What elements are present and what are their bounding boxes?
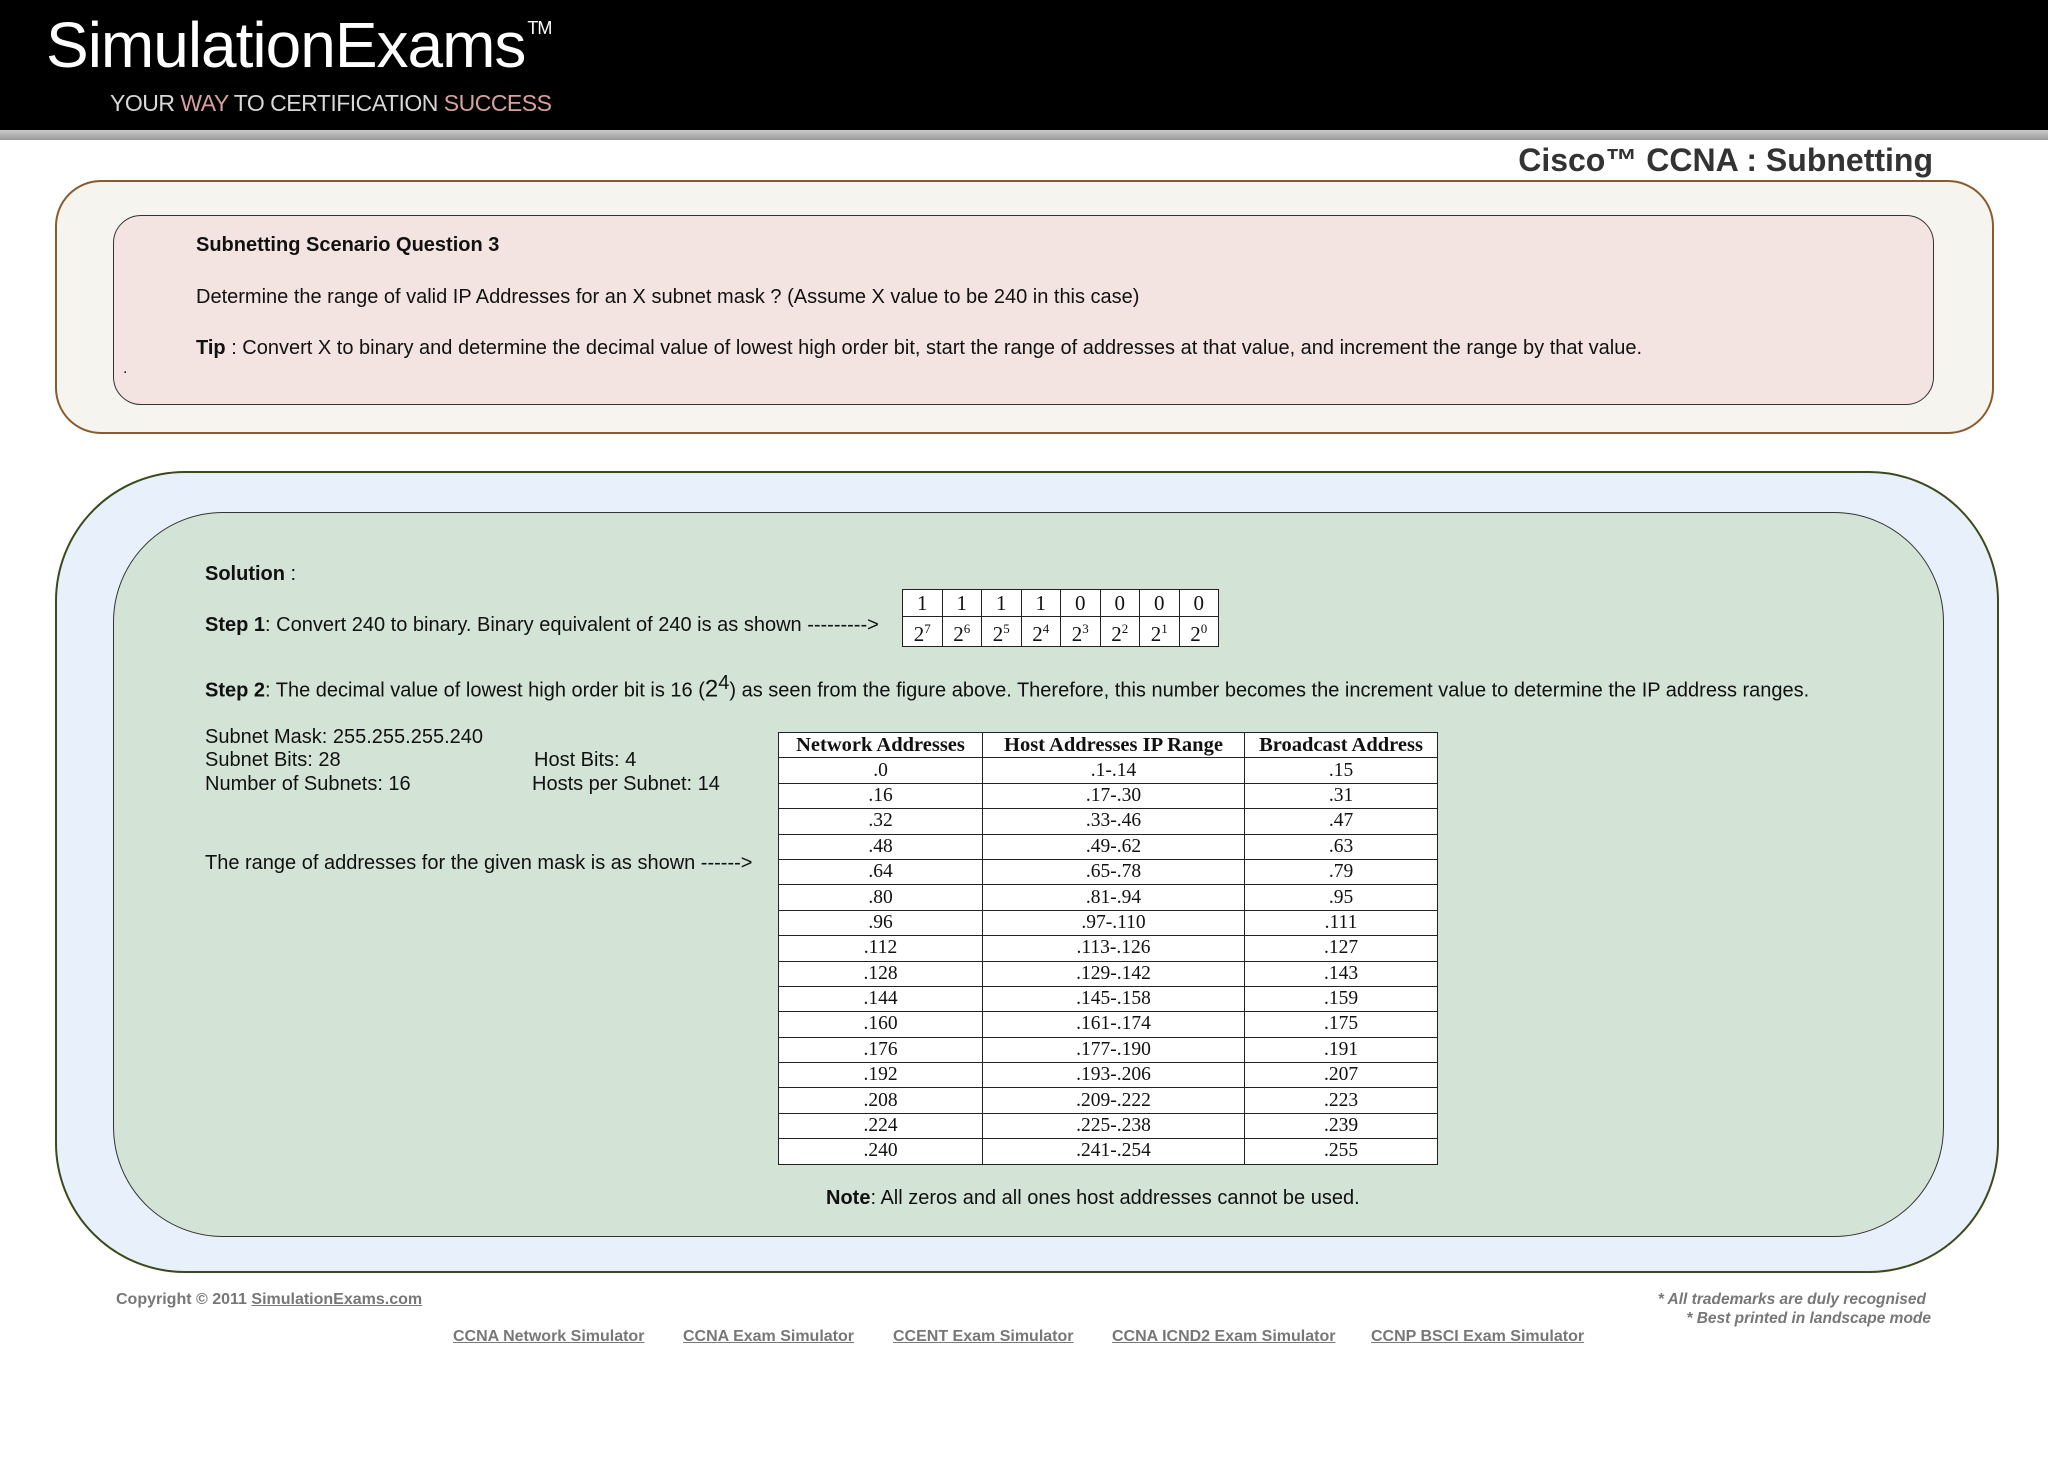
broadcast-address-cell: .223 [1245,1088,1438,1113]
solution-heading [205,563,296,586]
host-range-cell: .49-.62 [983,834,1245,859]
footer-link-ccnp-bsci-exam-simulator[interactable]: CCNP BSCI Exam Simulator [1371,1328,1585,1345]
power-base: 2 [992,622,1004,646]
binary-bit: 1 [903,590,943,617]
subnet-range-table [778,732,1438,1165]
broadcast-address-cell: .15 [1245,758,1438,783]
table-row [779,885,1438,910]
tip-label: Tip [196,337,226,359]
note-line [826,1187,1360,1210]
power-base: 2 [953,622,964,646]
network-address-cell: .32 [779,809,983,834]
logo-trademark: TM [527,18,552,38]
power-exponent: 0 [1200,621,1208,636]
power-base: 2 [1111,622,1122,646]
header-divider [0,130,2048,140]
solution-heading-suffix: : [284,563,297,585]
host-range-cell: .113-.126 [983,936,1245,961]
tagline-part: YOUR [110,90,181,116]
logo-tagline [110,90,551,117]
host-bits: Host Bits: 4 [534,749,637,771]
step1-text: : Convert 240 to binary. Binary equivalent of 240 is as shown ---------> [265,614,879,636]
table-row [779,986,1438,1011]
host-range-cell: .241-.254 [983,1139,1245,1164]
table-row [779,1139,1438,1164]
broadcast-address-cell: .159 [1245,986,1438,1011]
host-range-cell: .33-.46 [983,809,1245,834]
network-address-cell: .176 [779,1037,983,1062]
binary-powers-row [903,617,1219,647]
power-exponent: 6 [963,621,971,636]
power-cell [1061,617,1101,647]
question-text: Determine the range of valid IP Addresses for an X subnet mask ? (Assume X value to be 240 in this case) [196,286,1140,308]
step2-line [205,672,1809,704]
table-row [779,809,1438,834]
binary-bit: 1 [1021,590,1061,617]
broadcast-address-cell: .79 [1245,859,1438,884]
question-heading: Subnetting Scenario Question 3 [196,234,500,256]
binary-bit: 0 [1100,590,1140,617]
table-row [779,1012,1438,1037]
network-address-cell: .0 [779,758,983,783]
power-base: 2 [1032,622,1043,646]
power-exponent: 3 [1082,621,1089,636]
network-address-cell: .128 [779,961,983,986]
header-bar [0,0,2048,130]
step2-power-exponent: 4 [718,672,730,694]
host-range-cell: .97-.110 [983,910,1245,935]
power-base: 2 [1150,622,1162,646]
broadcast-address-cell: .95 [1245,885,1438,910]
power-cell [1021,617,1061,647]
tagline-part: TO CERTIFICATION [228,90,444,116]
power-exponent: 2 [1121,621,1129,636]
step2-text: : The decimal value of lowest high order bit is 16 ( [265,679,705,702]
power-exponent: 5 [1003,621,1010,636]
table-row [779,783,1438,808]
column-header-host-range: Host Addresses IP Range [983,733,1245,758]
column-header-network: Network Addresses [779,733,983,758]
tagline-accent: SUCCESS [443,90,552,116]
network-address-cell: .96 [779,910,983,935]
broadcast-address-cell: .255 [1245,1139,1438,1164]
hosts-per-subnet: Hosts per Subnet: 14 [532,773,720,795]
power-base: 2 [1190,622,1201,646]
network-address-cell: .16 [779,783,983,808]
broadcast-address-cell: .31 [1245,783,1438,808]
network-address-cell: .80 [779,885,983,910]
host-range-cell: .1-.14 [983,758,1245,783]
logo-text: SimulationExams [46,9,526,81]
tip-text: : Convert X to binary and determine the decimal value of lowest high order bit, start the range of addresses at that value, and increment the range by that value. [225,337,1643,359]
network-address-cell: .64 [779,859,983,884]
host-range-cell: .177-.190 [983,1037,1245,1062]
power-exponent: 7 [924,621,931,636]
broadcast-address-cell: .127 [1245,936,1438,961]
power-cell [942,617,982,647]
power-cell [903,617,943,647]
power-base: 2 [1071,622,1083,646]
broadcast-address-cell: .207 [1245,1063,1438,1088]
range-text: The range of addresses for the given mask is as shown ------> [205,852,753,874]
binary-bit: 0 [1140,590,1180,617]
broadcast-address-cell: .143 [1245,961,1438,986]
broadcast-address-cell: .47 [1245,809,1438,834]
network-address-cell: .240 [779,1139,983,1164]
table-row [779,834,1438,859]
table-row [779,910,1438,935]
binary-bit: 1 [942,590,982,617]
footer-link-ccna-network-simulator[interactable]: CCNA Network Simulator [453,1328,645,1345]
step2-text: ) as seen from the figure above. Therefore, this number becomes the increment value to determine the IP address ranges. [729,679,1810,702]
table-row [779,1037,1438,1062]
host-range-cell: .161-.174 [983,1012,1245,1037]
broadcast-address-cell: .175 [1245,1012,1438,1037]
table-header-row [779,733,1438,758]
binary-bit: 0 [1179,590,1219,617]
step1-label: Step 1 [205,614,266,636]
host-range-cell: .65-.78 [983,859,1245,884]
step1-line [205,614,879,637]
network-address-cell: .192 [779,1063,983,1088]
number-of-subnets: Number of Subnets: 16 [205,773,411,795]
tagline-accent: WAY [180,90,229,116]
trademark-note: * All trademarks are duly recognised [1657,1291,1926,1308]
binary-bit: 1 [982,590,1022,617]
power-base: 2 [913,622,925,646]
column-header-broadcast: Broadcast Address [1245,733,1438,758]
footer-link-ccent-exam-simulator[interactable]: CCENT Exam Simulator [893,1328,1074,1345]
power-exponent: 4 [1042,621,1050,636]
copyright [116,1291,422,1309]
power-cell [1179,617,1219,647]
stray-dot: . [123,360,128,377]
binary-bit: 0 [1061,590,1101,617]
note-text: : All zeros and all ones host addresses cannot be used. [870,1187,1360,1209]
network-address-cell: .160 [779,1012,983,1037]
network-address-cell: .224 [779,1113,983,1138]
broadcast-address-cell: .191 [1245,1037,1438,1062]
table-row [779,1113,1438,1138]
binary-bits-row [903,590,1219,617]
host-range-cell: .129-.142 [983,961,1245,986]
table-row [779,1088,1438,1113]
table-row [779,1063,1438,1088]
footer-link-ccna-icnd2-exam-simulator[interactable]: CCNA ICND2 Exam Simulator [1112,1328,1336,1345]
subnet-mask: Subnet Mask: 255.255.255.240 [205,726,483,748]
network-address-cell: .144 [779,986,983,1011]
network-address-cell: .112 [779,936,983,961]
subnet-bits: Subnet Bits: 28 [205,749,341,771]
table-row [779,936,1438,961]
table-row [779,961,1438,986]
note-label: Note [826,1187,871,1209]
host-range-cell: .225-.238 [983,1113,1245,1138]
broadcast-address-cell: .239 [1245,1113,1438,1138]
site-logo[interactable] [46,8,551,82]
host-range-cell: .209-.222 [983,1088,1245,1113]
solution-heading-label: Solution [205,563,285,585]
power-cell [1140,617,1180,647]
page-title: Cisco™ CCNA : Subnetting [1518,142,1933,178]
copyright-link[interactable]: SimulationExams.com [251,1291,423,1308]
step2-power-base: 2 [704,675,719,703]
network-address-cell: .48 [779,834,983,859]
host-range-cell: .193-.206 [983,1063,1245,1088]
step2-label: Step 2 [205,679,266,702]
broadcast-address-cell: .111 [1245,910,1438,935]
footer-link-ccna-exam-simulator[interactable]: CCNA Exam Simulator [683,1328,854,1345]
host-range-cell: .17-.30 [983,783,1245,808]
binary-conversion-table [902,589,1219,647]
network-address-cell: .208 [779,1088,983,1113]
tip-line [196,337,1642,360]
power-exponent: 1 [1161,621,1168,636]
print-note: * Best printed in landscape mode [1686,1310,1931,1327]
host-range-cell: .81-.94 [983,885,1245,910]
power-cell [1100,617,1140,647]
table-row [779,758,1438,783]
broadcast-address-cell: .63 [1245,834,1438,859]
host-range-cell: .145-.158 [983,986,1245,1011]
power-cell [982,617,1022,647]
copyright-text: Copyright © 2011 [116,1291,252,1308]
table-row [779,859,1438,884]
